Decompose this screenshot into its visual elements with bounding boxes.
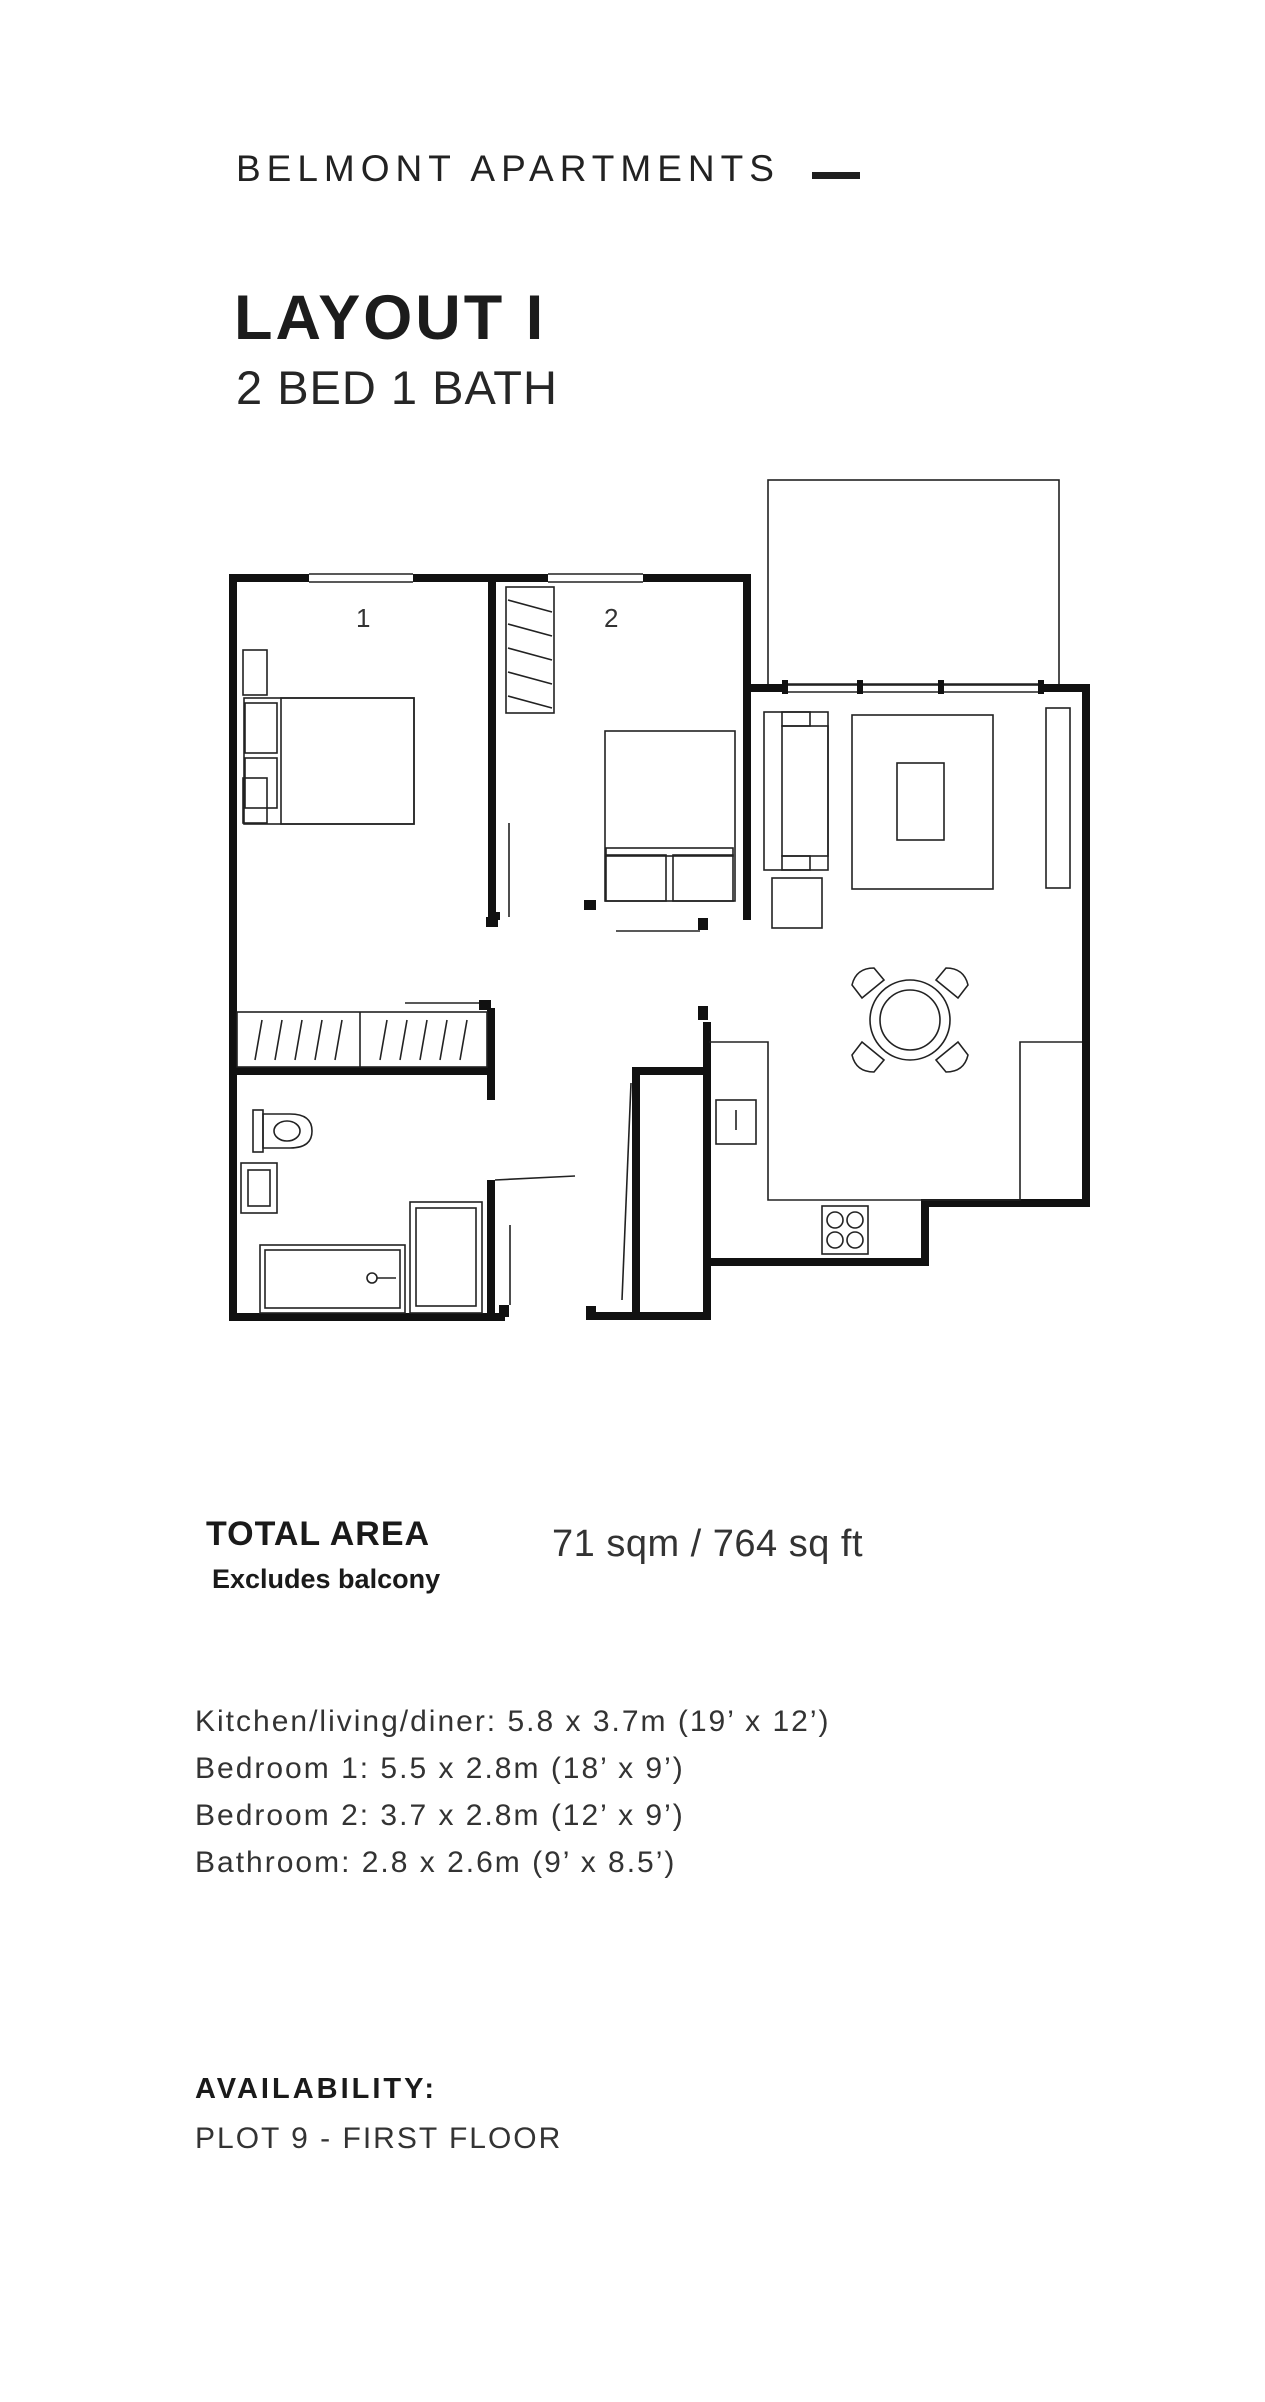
room-number-2: 2 [604, 603, 619, 633]
bedroom-1-wardrobe [237, 1000, 491, 1067]
room-dimension-bathroom: Bathroom: 2.8 x 2.6m (9’ x 8.5’) [195, 1846, 677, 1879]
bedroom-2-door [584, 900, 708, 931]
entrance-door [586, 1006, 708, 1320]
room-dimension-kitchen: Kitchen/living/diner: 5.8 x 3.7m (19’ x 12’) [195, 1705, 831, 1738]
bedroom-2-bed [605, 731, 735, 901]
room-dimension-bedroom-2: Bedroom 2: 3.7 x 2.8m (12’ x 9’) [195, 1799, 685, 1832]
bathroom-fixtures [241, 1110, 482, 1313]
rug-coffee-table [852, 715, 993, 889]
layout-subtitle: 2 BED 1 BATH [236, 361, 558, 414]
brand-name: BELMONT APARTMENTS [236, 148, 780, 189]
bedroom-1-bed [243, 650, 414, 824]
balcony-outline [768, 480, 1059, 685]
total-area-note: Excludes balcony [212, 1564, 441, 1594]
availability-value: PLOT 9 - FIRST FLOOR [195, 2122, 563, 2155]
windows [309, 574, 1044, 694]
availability-label: AVAILABILITY: [195, 2073, 437, 2105]
kitchen-counter [709, 1042, 1082, 1254]
outer-walls [229, 574, 1090, 1321]
room-number-1: 1 [356, 603, 371, 633]
layout-title: LAYOUT I [234, 283, 547, 353]
room-dimension-bedroom-1: Bedroom 1: 5.5 x 2.8m (18’ x 9’) [195, 1752, 685, 1785]
armchair [772, 878, 822, 928]
bedroom-2-wardrobe [506, 587, 554, 713]
dining-table [852, 968, 968, 1072]
total-area-value: 71 sqm / 764 sq ft [552, 1523, 864, 1565]
sofa [764, 712, 828, 870]
bathroom-door [495, 1176, 575, 1317]
tv-unit [1046, 708, 1070, 888]
total-area-label: TOTAL AREA [206, 1515, 431, 1553]
